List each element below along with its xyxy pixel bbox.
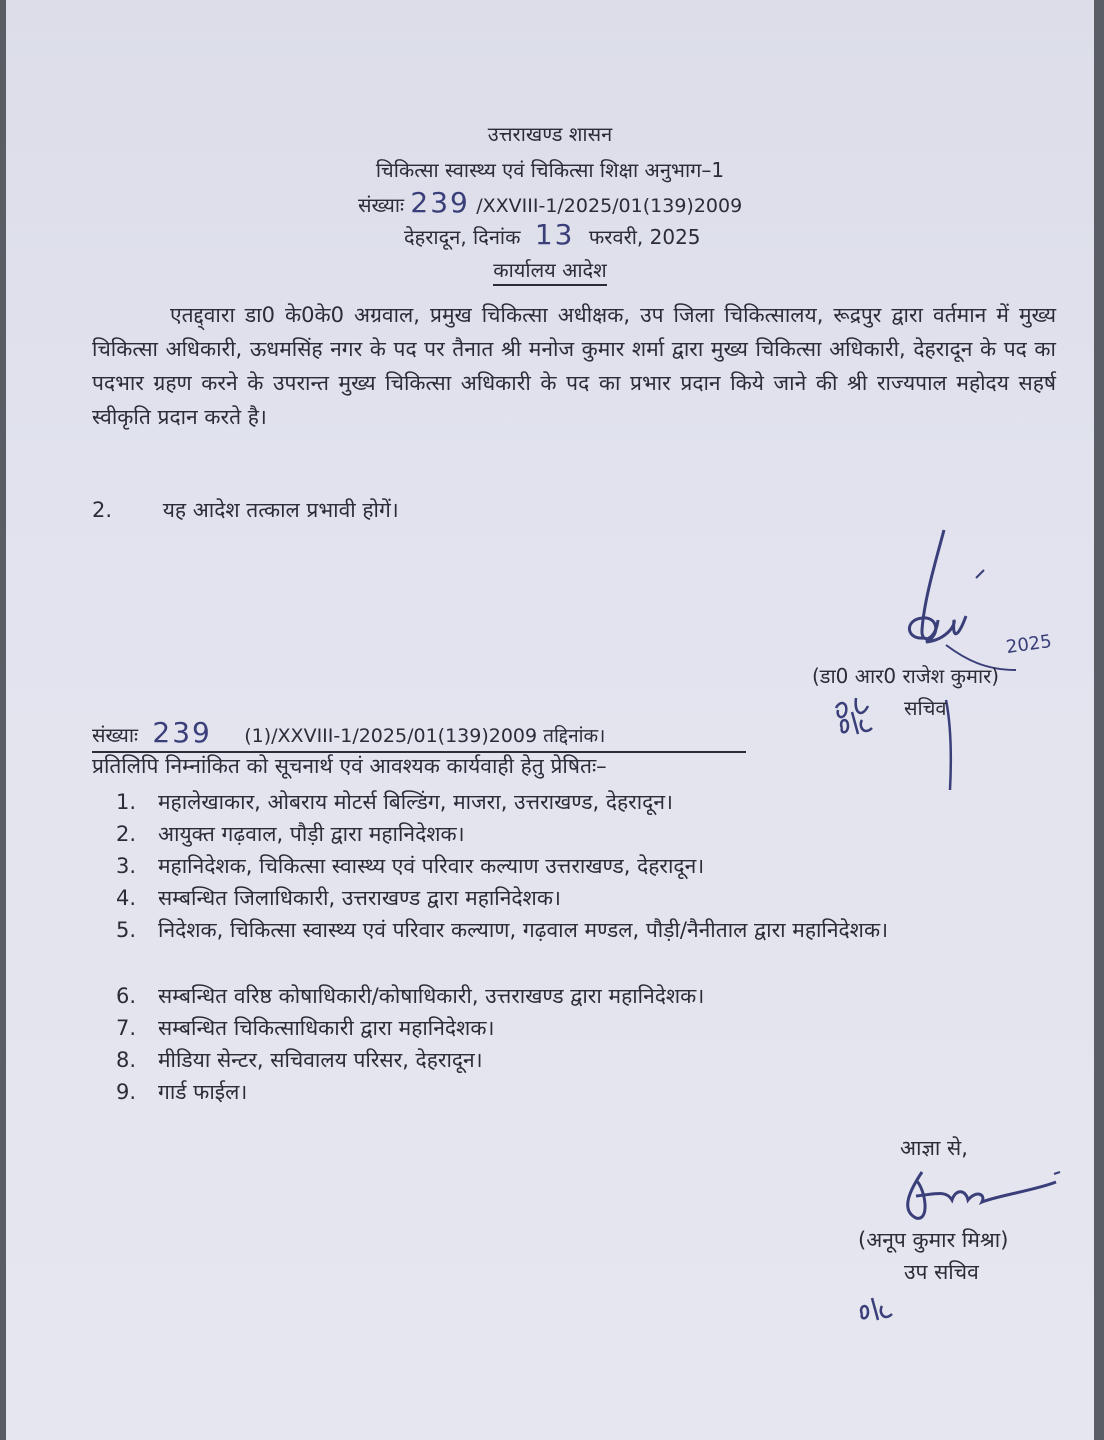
point-2-text: यह आदेश तत्काल प्रभावी होगें। (162, 498, 399, 522)
department-heading: चिकित्सा स्वास्थ्य एवं चिकित्सा शिक्षा अनुभाग–1 (375, 158, 725, 182)
recipient-text: मीडिया सेन्टर, सचिवालय परिसर, देहरादून। (158, 1048, 483, 1072)
deputy-secretary-designation: उप सचिव (904, 1260, 979, 1284)
recipient-number: 9. (116, 1080, 137, 1104)
recipient-text: आयुक्त गढ़वाल, पौड़ी द्वारा महानिदेशक। (158, 822, 465, 846)
date-day-handwritten: 13 (534, 218, 575, 251)
reference-line (358, 186, 742, 219)
copy-ref-prefix: संख्याः (92, 723, 139, 747)
recipient-item (116, 914, 1060, 978)
recipient-number: 8. (116, 1048, 137, 1072)
recipient-number: 3. (116, 854, 137, 878)
recipient-number: 4. (116, 886, 137, 910)
secretary-name: (डा0 आर0 राजेश कुमार) (812, 664, 1000, 688)
recipient-text: महालेखाकार, ओबराय मोटर्स बिल्डिंग, माजरा, उत्तराखण्ड, देहरादून। (158, 790, 673, 814)
recipient-text: निदेशक, चिकित्सा स्वास्थ्य एवं परिवार कल्याण, गढ़वाल मण्डल, पौड़ी/नैनीताल द्वारा महानिदेशक। (158, 918, 889, 942)
order-paragraph: एतद्द्वारा डा0 के0के0 अग्रवाल, प्रमुख चिकित्सा अधीक्षक, उप जिला चिकित्सालय, रूद्रपुर द्वारा वर्तमान में मुख्य चिकित्सा अधिकारी, ऊधमसिंह नगर के पद पर तैनात श्री मनोज कुमार शर्मा द्वारा मुख्य चिकित्सा अधिकारी, देहरादून के पद का पदभार ग्रहण करने के उपरान्त मुख्य चिकित्सा अधिकारी के पद का प्रभार प्रदान किये जाने की श्री राज्यपाल महोदय सहर्ष स्वीकृति प्रदान करते है। (92, 303, 1056, 429)
date-line (404, 218, 701, 251)
order-title: कार्यालय आदेश (493, 258, 607, 286)
initials-mark (836, 706, 886, 742)
document-page (6, 0, 1094, 1440)
recipient-text: महानिदेशक, चिकित्सा स्वास्थ्य एवं परिवार कल्याण उत्तराखण्ड, देहरादून। (158, 854, 705, 878)
deputy-secretary-signature (886, 1160, 1086, 1230)
copy-ref-number-handwritten: 239 (152, 716, 212, 749)
ref-prefix: संख्याः (358, 193, 405, 217)
recipient-number: 6. (116, 984, 137, 1008)
point-2-number: 2. (92, 498, 113, 522)
recipient-text: गार्ड फाईल। (158, 1080, 248, 1104)
recipient-text: सम्बन्धित वरिष्ठ कोषाधिकारी/कोषाधिकारी, उत्तराखण्ड द्वारा महानिदेशक। (158, 984, 705, 1008)
point-2 (92, 496, 399, 524)
recipient-text: सम्बन्धित जिलाधिकारी, उत्तराखण्ड द्वारा महानिदेशक। (158, 886, 561, 910)
ref-suffix: /XXVIII-1/2025/01(139)2009 (476, 195, 743, 217)
copy-reference-line (92, 716, 746, 753)
by-order-text: आज्ञा से, (900, 1136, 968, 1160)
ref-number-handwritten: 239 (410, 186, 470, 219)
recipient-number: 2. (116, 822, 137, 846)
copy-intro: प्रतिलिपि निम्नांकित को सूचनार्थ एवं आवश्यक कार्यवाही हेतु प्रेषितः– (92, 754, 607, 778)
recipient-number: 5. (116, 918, 137, 942)
recipient-number: 1. (116, 790, 137, 814)
secretary-signature (826, 520, 1086, 800)
order-title-wrap (6, 256, 1094, 283)
copy-ref-suffix: (1)/XXVIII-1/2025/01(139)2009 तद्दिनांक। (244, 725, 606, 747)
handwritten-year: 2025 (1004, 630, 1054, 659)
deputy-secretary-name: (अनूप कुमार मिश्रा) (858, 1228, 1009, 1252)
recipient-number: 7. (116, 1016, 137, 1040)
date-prefix: देहरादून, दिनांक (404, 225, 521, 249)
initials-mark (856, 1292, 906, 1328)
secretary-designation: सचिव (904, 696, 947, 720)
government-heading: उत्तराखण्ड शासन (487, 122, 613, 146)
date-suffix: फरवरी, 2025 (588, 225, 701, 249)
recipient-text: सम्बन्धित चिकित्साधिकारी द्वारा महानिदेशक। (158, 1016, 495, 1040)
